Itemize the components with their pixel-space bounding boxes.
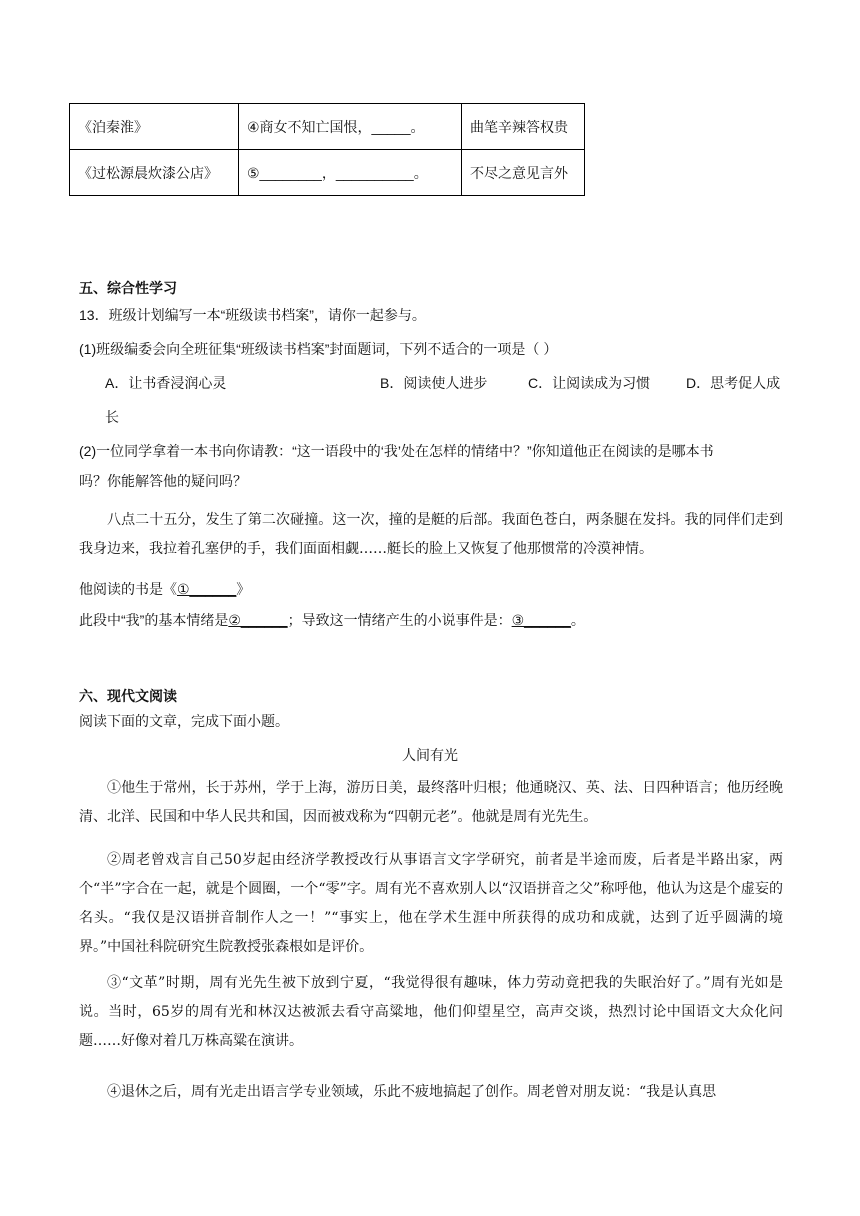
- table-cell-note: 不尽之意见言外: [462, 150, 585, 196]
- answer-line-book: [79, 579, 250, 599]
- answer-mid: ；导致这一情绪产生的小说事件是：: [287, 612, 512, 628]
- answer-blank-2: ②______: [228, 612, 288, 628]
- article-title: 人间有光: [402, 748, 458, 764]
- table-row: [70, 150, 585, 196]
- table-cell-verse: ④商女不知亡国恨，_____。: [239, 104, 462, 150]
- article-paragraph-4: ④退休之后，周有光走出语言学专业领域，乐此不疲地搞起了创作。周老曾对朋友说：“我是认真思: [107, 1084, 717, 1100]
- table-cell-title: 《过松源晨炊漆公店》: [70, 150, 239, 196]
- answer-prefix: 他阅读的书是《: [79, 581, 177, 597]
- question-13: 13．班级计划编写一本“班级读书档案”，请你一起参与。: [79, 307, 426, 323]
- answer-prefix: 此段中“我”的基本情绪是: [79, 612, 229, 628]
- answer-blank-3: ③______: [511, 612, 571, 628]
- section-heading-6: 六、现代文阅读: [79, 688, 177, 704]
- table-row: [70, 104, 585, 150]
- option-b: B．阅读使人进步: [380, 375, 488, 391]
- option-d-continued: 长: [105, 409, 119, 425]
- section-heading-5: 五、综合性学习: [79, 280, 177, 296]
- table-cell-note: 曲笔辛辣答权贵: [462, 104, 585, 150]
- reading-instruction: 阅读下面的文章，完成下面小题。: [79, 713, 289, 729]
- answer-suffix: 》: [236, 581, 251, 597]
- option-a: A．让书香浸润心灵: [105, 375, 227, 391]
- answer-suffix: 。: [570, 612, 585, 628]
- option-d: D．思考促人成: [686, 375, 781, 391]
- subquestion-1: (1)班级编委会向全班征集“班级读书档案”封面题词，下列不适合的一项是（ ）: [79, 341, 558, 357]
- poem-table: [69, 103, 585, 196]
- subquestion-2-line2: 吗？你能解答他的疑问吗？: [79, 473, 247, 489]
- subquestion-2-line1: (2)一位同学拿着一本书向你请教：“这一语段中的‘我’处在怎样的情绪中？”你知道他正在阅读的是哪本书: [79, 443, 714, 459]
- answer-blank-1: ①______: [177, 581, 237, 597]
- option-c: C．让阅读成为习惯: [528, 375, 651, 391]
- novel-excerpt: 八点二十五分，发生了第二次碰撞。这一次，撞的是艇的后部。我面色苍白，两条腿在发抖。我的同伴们走到我身边来，我拉着孔塞伊的手，我们面面相觑……艇长的脸上又恢复了他那惯常的冷漠神情。: [79, 512, 783, 557]
- table-cell-verse: ⑤________，__________。: [239, 150, 462, 196]
- article-paragraph-2: ②周老曾戏言自己50岁起由经济学教授改行从事语言文字学研究，前者是半途而废，后者是半路出家，两个“半”字合在一起，就是个圆圈，一个“零”字。周有光不喜欢别人以“汉语拼音之父”称呼他，他认为这是个虚妄的名头。“我仅是汉语拼音制作人之一！”“事实上，他在学术生涯中所获得的成功和成就，达到了近乎圆满的境界。”中国社科院研究生院教授张森根如是评价。: [79, 852, 783, 955]
- table-cell-title: 《泊秦淮》: [70, 104, 239, 150]
- article-paragraph-3: ③“文革”时期，周有光先生被下放到宁夏，“我觉得很有趣味，体力劳动竟把我的失眠治好了。”周有光如是说。当时，65岁的周有光和林汉达被派去看守高粱地，他们仰望星空，高声交谈，热烈讨论中国语文大众化问题……好像对着几万株高粱在演讲。: [79, 975, 783, 1049]
- article-paragraph-1: ①他生于常州，长于苏州，学于上海，游历日美，最终落叶归根；他通晓汉、英、法、日四种语言；他历经晚清、北洋、民国和中华人民共和国，因而被戏称为“四朝元老”。他就是周有光先生。: [79, 780, 783, 825]
- answer-line-emotion: [79, 610, 585, 630]
